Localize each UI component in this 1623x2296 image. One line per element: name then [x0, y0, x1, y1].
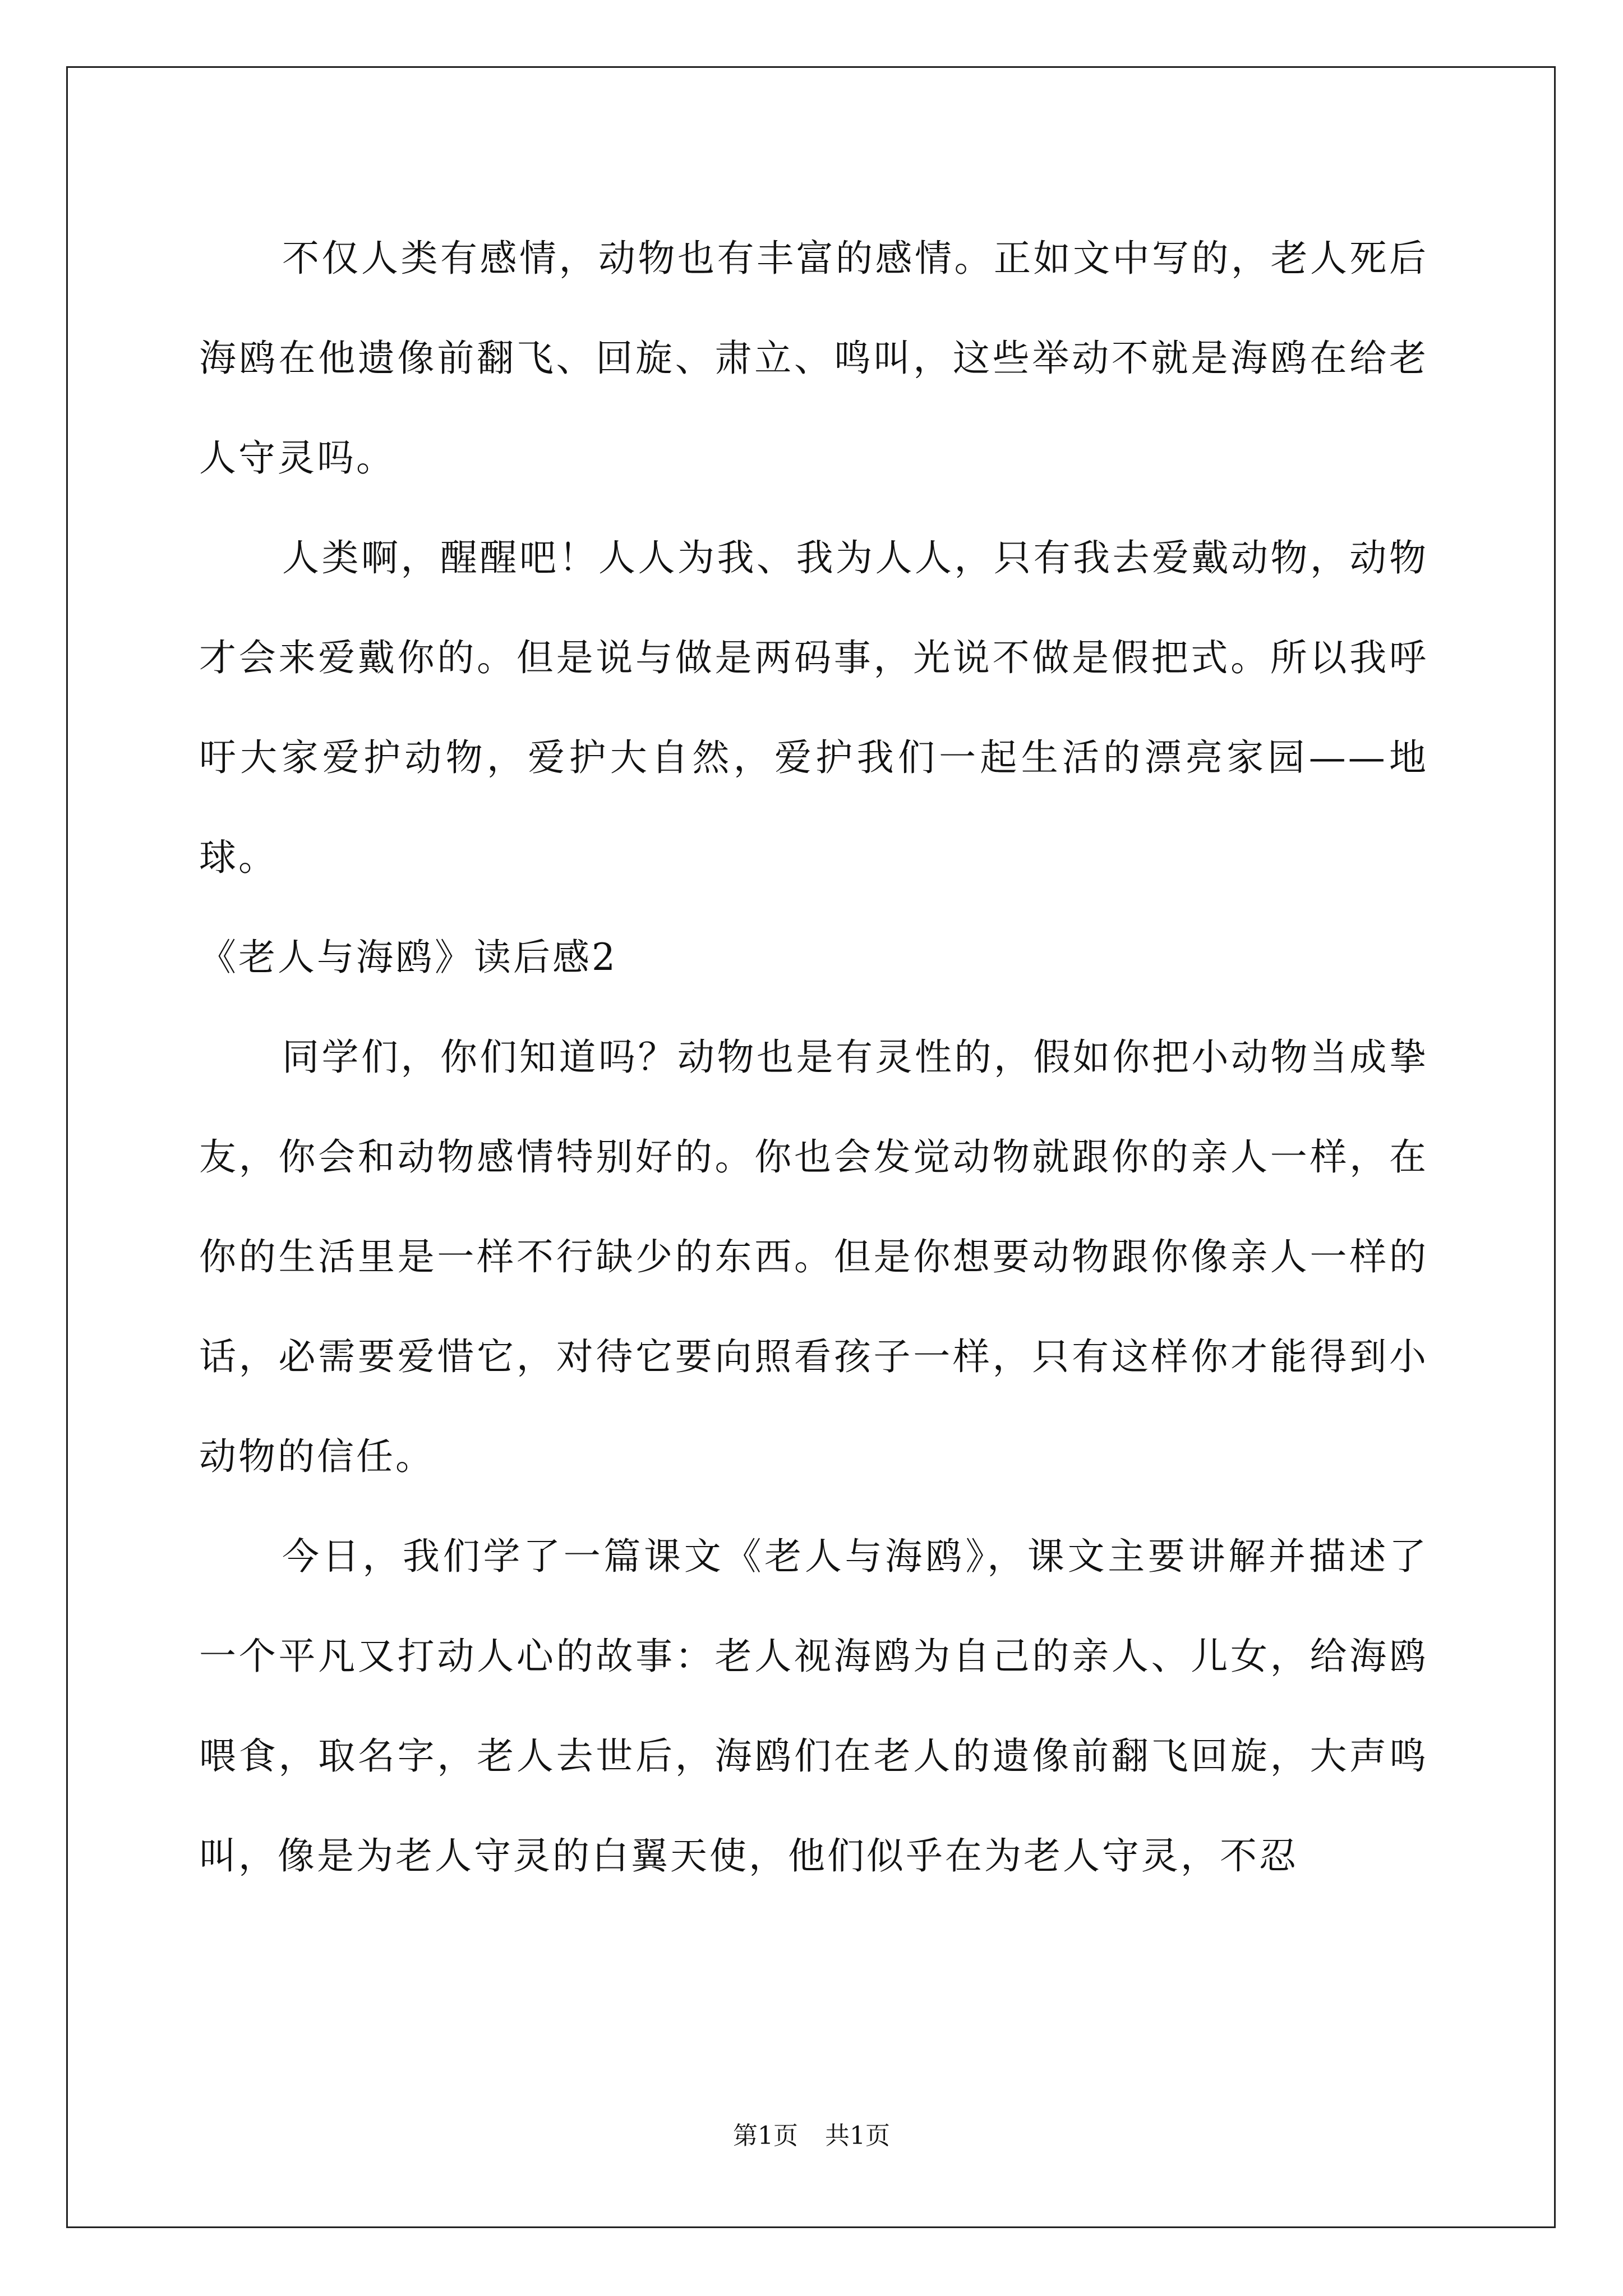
paragraph: 人类啊，醒醒吧！人人为我、我为人人，只有我去爱戴动物，动物才会来爱戴你的。但是说与做是两码事，光说不做是假把式。所以我呼吁大家爱护动物，爱护大自然，爱护我们一起生活的漂亮家园——地球。: [199, 536, 1428, 879]
paragraph: 不仅人类有感情，动物也有丰富的感情。正如文中写的，老人死后海鸥在他遗像前翻飞、回旋、肃立、鸣叫，这些举动不就是海鸥在给老人守灵吗。: [199, 237, 1428, 480]
paragraph: 今日，我们学了一篇课文《老人与海鸥》，课文主要讲解并描述了一个平凡又打动人心的故事：老人视海鸥为自己的亲人、儿女，给海鸥喂食，取名字，老人去世后，海鸥们在老人的遗像前翻飞回旋，大声鸣叫，像是为老人守灵的白翼天使，他们似乎在为老人守灵，不忍: [199, 1535, 1428, 1878]
paragraph: 同学们，你们知道吗？动物也是有灵性的，假如你把小动物当成挚友，你会和动物感情特别好的。你也会发觉动物就跟你的亲人一样，在你的生活里是一样不行缺少的东西。但是你想要动物跟你像亲人一样的话，必需要爱惜它，对待它要向照看孩子一样，只有这样你才能得到小动物的信任。: [199, 1036, 1428, 1478]
document-body: [199, 209, 1428, 1906]
page-total: 共1页: [825, 2122, 890, 2150]
section-heading: 《老人与海鸥》读后感2: [199, 936, 617, 979]
page-number: 第1页: [733, 2122, 798, 2150]
page-footer: [0, 2119, 1623, 2153]
